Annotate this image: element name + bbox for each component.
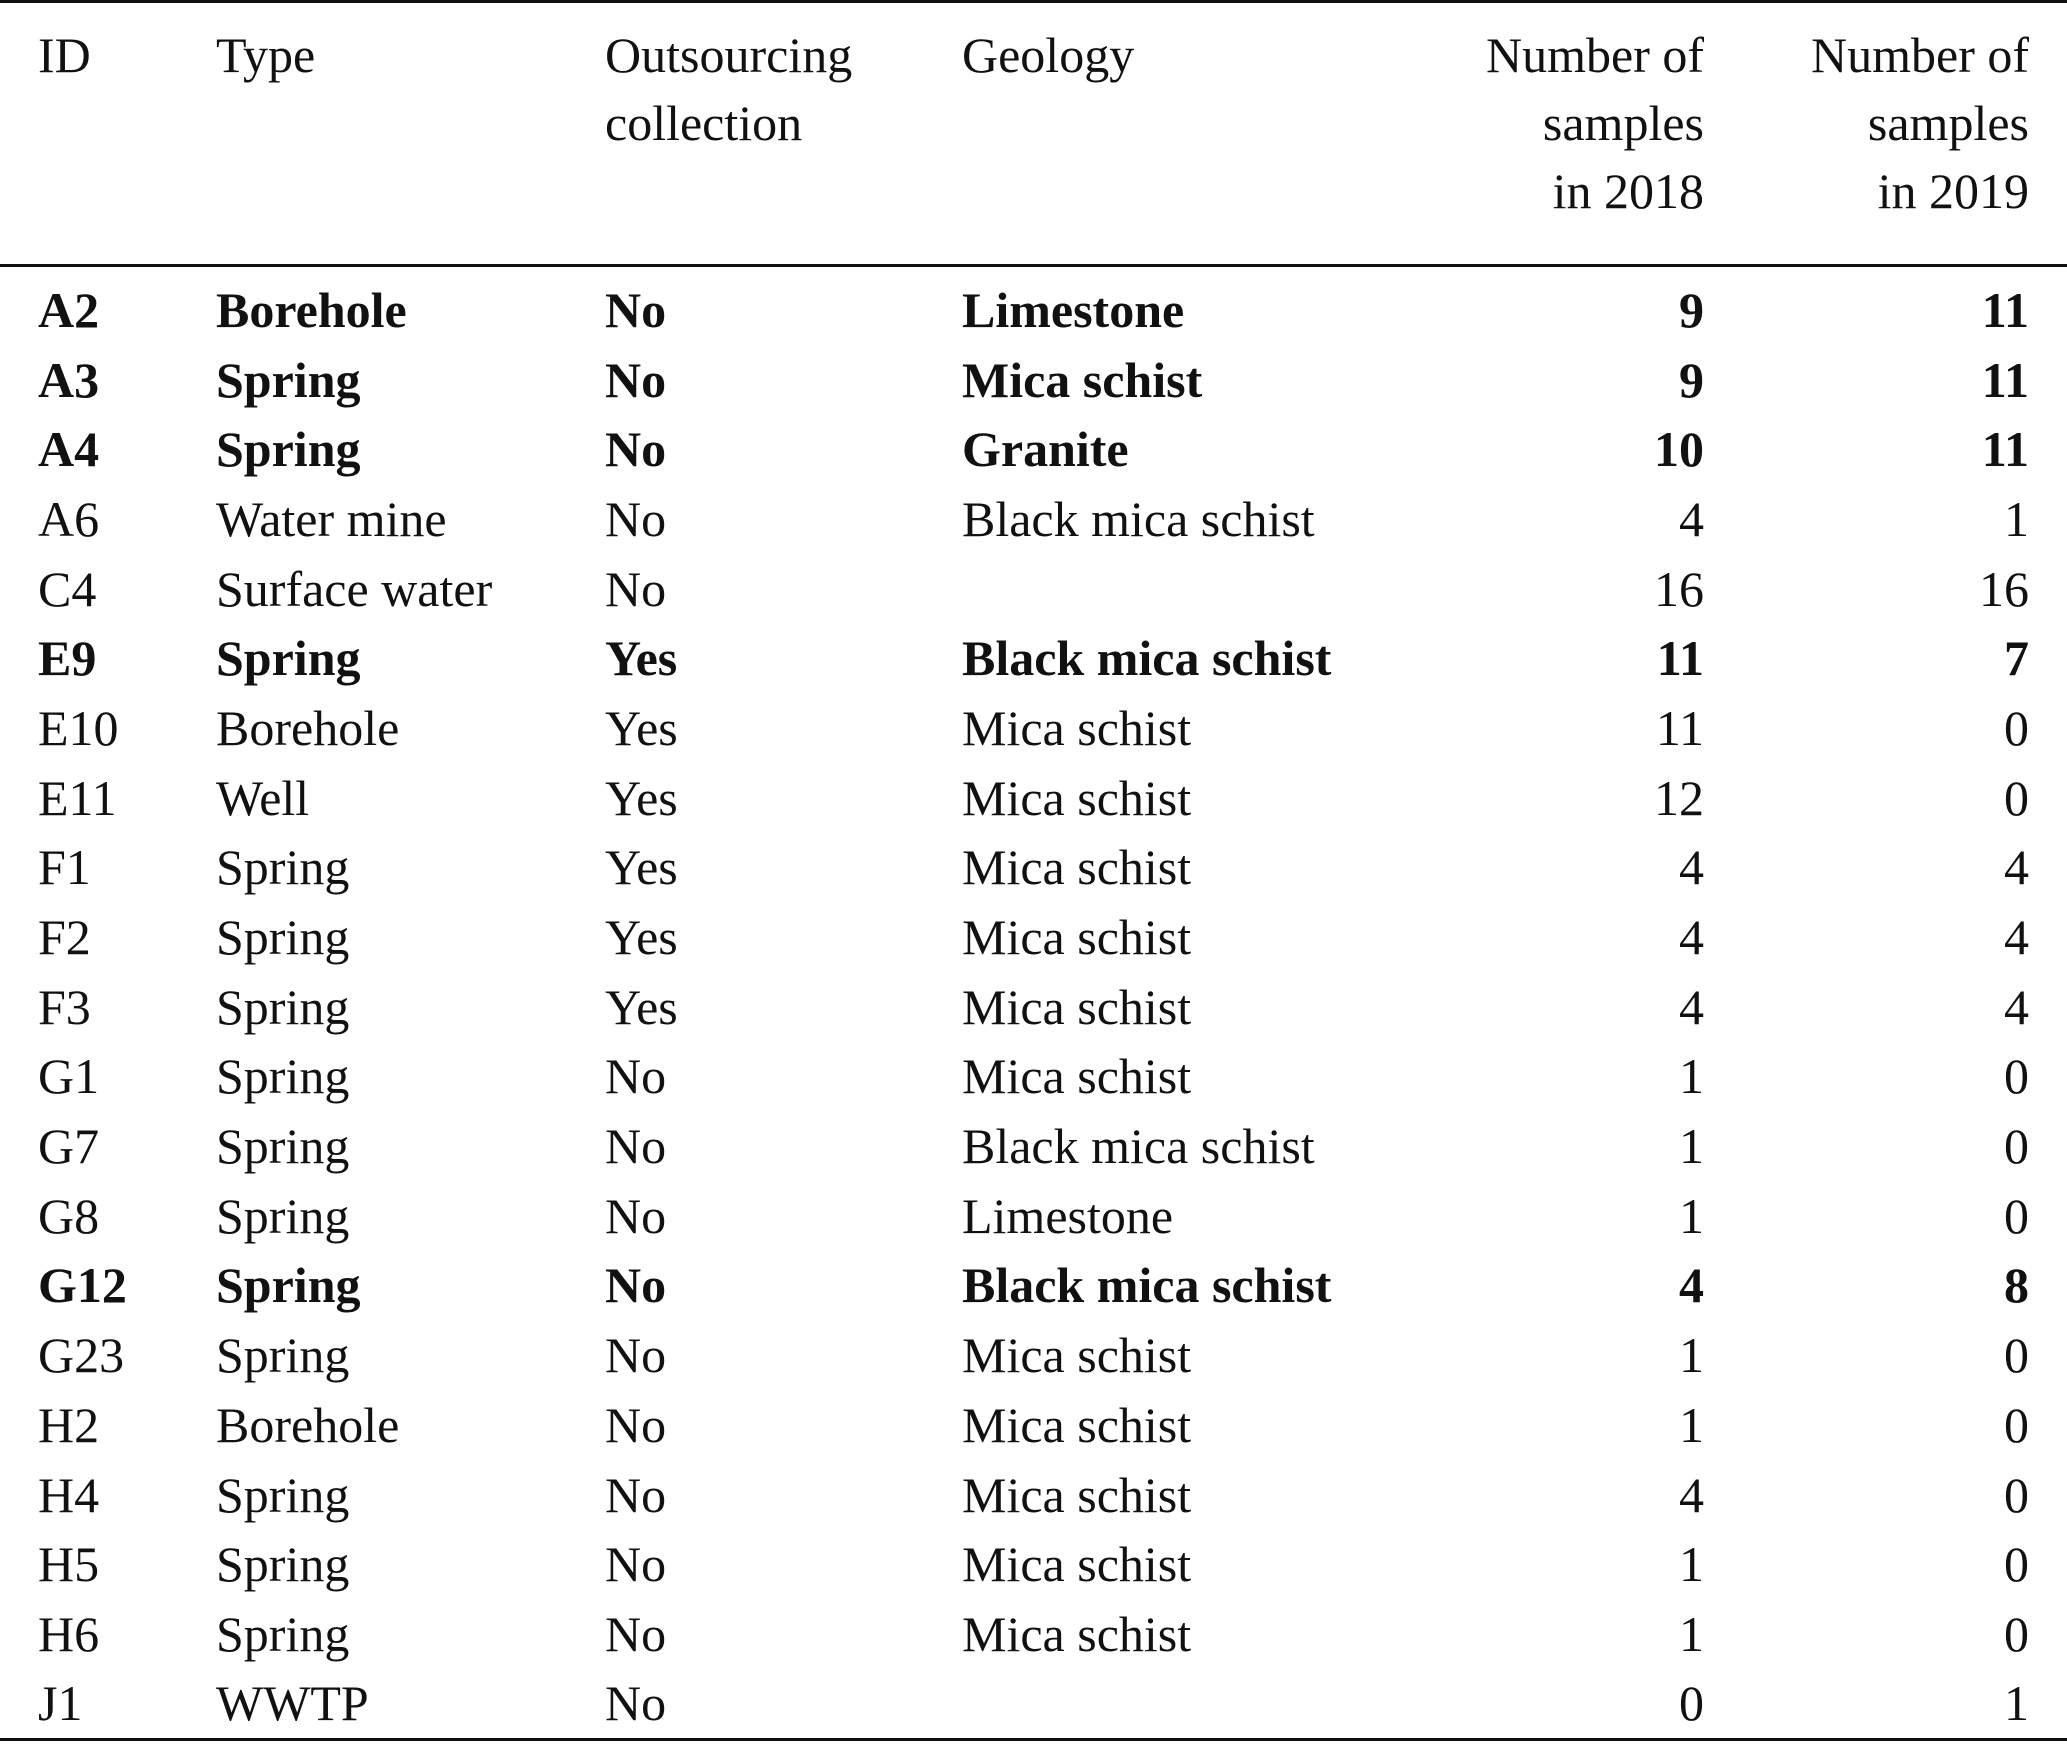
cell-geology: Mica schist (962, 978, 1192, 1035)
cell-samples-2019: 4 (2004, 909, 2029, 966)
cell-id: E10 (38, 699, 119, 756)
cell-samples-2018: 9 (1679, 351, 1704, 408)
cell-outsourcing: No (605, 1327, 667, 1384)
cell-samples-2018: 4 (1679, 490, 1704, 547)
table-row (0, 276, 2067, 346)
cell-outsourcing: Yes (605, 839, 678, 896)
cell-type: Spring (216, 839, 350, 896)
cell-type: Surface water (216, 560, 493, 617)
cell-samples-2019: 11 (1981, 351, 2029, 408)
cell-samples-2018: 10 (1654, 421, 1704, 478)
cell-type: Borehole (216, 699, 400, 756)
table-row (0, 1042, 2067, 1112)
cell-id: A6 (38, 490, 100, 547)
cell-geology (962, 554, 1478, 624)
cell-id: G12 (38, 1257, 127, 1314)
cell-type: Well (216, 769, 310, 826)
cell-samples-2019: 0 (2004, 1536, 2029, 1593)
cell-samples-2018: 1 (1679, 1118, 1704, 1175)
cell-samples-2018: 1 (1679, 1187, 1704, 1244)
cell-samples-2019: 11 (1981, 421, 2029, 478)
cell-outsourcing: No (605, 281, 667, 338)
cell-id: C4 (38, 560, 97, 617)
cell-type: Water mine (216, 490, 447, 547)
cell-id: A2 (38, 281, 100, 338)
cell-type: Spring (216, 1048, 350, 1105)
header-type: Type (216, 27, 316, 83)
cell-samples-2019: 4 (2004, 839, 2029, 896)
cell-type: Spring (216, 909, 350, 966)
table-row (0, 1112, 2067, 1182)
cell-geology: Limestone (962, 281, 1185, 338)
cell-samples-2019: 1 (2004, 490, 2029, 547)
cell-outsourcing: Yes (605, 978, 678, 1035)
table-row (0, 763, 2067, 833)
cell-outsourcing: No (605, 1466, 667, 1523)
cell-outsourcing: No (605, 351, 667, 408)
cell-samples-2019: 4 (2004, 978, 2029, 1035)
table-row (0, 1181, 2067, 1251)
table-row (0, 1321, 2067, 1391)
cell-samples-2018: 4 (1679, 1466, 1704, 1523)
cell-samples-2019: 0 (2004, 1187, 2029, 1244)
cell-outsourcing: No (605, 1396, 667, 1453)
cell-type: Spring (216, 1257, 361, 1314)
cell-id: H4 (38, 1466, 100, 1523)
header-outsourcing: Outsourcing collection (605, 27, 853, 151)
cell-geology: Mica schist (962, 909, 1192, 966)
cell-outsourcing: No (605, 1605, 667, 1662)
table-row (0, 554, 2067, 624)
cell-id: E9 (38, 630, 97, 687)
cell-id: A3 (38, 351, 100, 408)
cell-samples-2019: 8 (2004, 1257, 2029, 1314)
cell-type: Spring (216, 1118, 350, 1175)
cell-id: E11 (38, 769, 117, 826)
cell-id: G23 (38, 1327, 125, 1384)
cell-samples-2018: 4 (1679, 978, 1704, 1035)
cell-type: Spring (216, 1536, 350, 1593)
cell-outsourcing: No (605, 1536, 667, 1593)
table-header (0, 2, 2067, 266)
table-row (0, 1530, 2067, 1600)
cell-geology: Black mica schist (962, 630, 1332, 687)
cell-geology: Mica schist (962, 1327, 1192, 1384)
table-row (0, 1391, 2067, 1461)
cell-outsourcing: No (605, 1187, 667, 1244)
table-row (0, 833, 2067, 903)
cell-geology: Black mica schist (962, 1118, 1315, 1175)
table-row (0, 1251, 2067, 1321)
header-id: ID (38, 27, 91, 83)
cell-samples-2018: 4 (1679, 1257, 1704, 1314)
cell-id: G7 (38, 1118, 100, 1175)
cell-geology: Black mica schist (962, 490, 1315, 547)
cell-type: Spring (216, 1605, 350, 1662)
cell-samples-2018: 1 (1679, 1396, 1704, 1453)
cell-samples-2019: 7 (2004, 630, 2029, 687)
cell-samples-2019: 16 (1979, 560, 2029, 617)
cell-samples-2018: 11 (1655, 699, 1704, 756)
cell-outsourcing: No (605, 1257, 667, 1314)
cell-outsourcing: Yes (605, 630, 678, 687)
cell-samples-2019: 1 (2004, 1675, 2029, 1732)
table-row (0, 972, 2067, 1042)
cell-samples-2019: 0 (2004, 1396, 2029, 1453)
cell-samples-2018: 16 (1654, 560, 1704, 617)
cell-outsourcing: No (605, 490, 667, 547)
cell-geology (962, 1669, 1478, 1740)
cell-outsourcing: No (605, 421, 667, 478)
cell-samples-2019: 11 (1981, 281, 2029, 338)
cell-geology: Mica schist (962, 769, 1192, 826)
table-body (0, 266, 2067, 1740)
cell-samples-2018: 4 (1679, 839, 1704, 896)
cell-type: Spring (216, 1187, 350, 1244)
cell-type: Spring (216, 630, 361, 687)
cell-samples-2018: 0 (1679, 1675, 1704, 1732)
cell-id: H6 (38, 1605, 100, 1662)
cell-samples-2018: 9 (1679, 281, 1704, 338)
table-row (0, 1460, 2067, 1530)
cell-geology: Mica schist (962, 1605, 1192, 1662)
cell-samples-2018: 1 (1679, 1327, 1704, 1384)
cell-geology: Granite (962, 421, 1129, 478)
cell-type: Borehole (216, 1396, 400, 1453)
cell-outsourcing: No (605, 560, 667, 617)
cell-id: H2 (38, 1396, 100, 1453)
cell-samples-2018: 1 (1679, 1605, 1704, 1662)
table-row (0, 694, 2067, 764)
cell-samples-2018: 11 (1656, 630, 1704, 687)
cell-samples-2019: 0 (2004, 769, 2029, 826)
table-row (0, 903, 2067, 973)
cell-samples-2018: 1 (1679, 1536, 1704, 1593)
cell-samples-2018: 1 (1679, 1048, 1704, 1105)
cell-id: G8 (38, 1187, 100, 1244)
cell-samples-2019: 0 (2004, 1327, 2029, 1384)
cell-outsourcing: No (605, 1675, 667, 1732)
table-row (0, 1600, 2067, 1670)
cell-samples-2018: 4 (1679, 909, 1704, 966)
cell-samples-2019: 0 (2004, 1118, 2029, 1175)
cell-geology: Mica schist (962, 1048, 1192, 1105)
header-geology: Geology (962, 27, 1135, 83)
table-row (0, 345, 2067, 415)
cell-geology: Mica schist (962, 699, 1192, 756)
header-samples-2018: Number of samples in 2018 (1486, 27, 1704, 219)
cell-id: F1 (38, 839, 91, 896)
cell-outsourcing: No (605, 1048, 667, 1105)
cell-geology: Black mica schist (962, 1257, 1332, 1314)
cell-outsourcing: Yes (605, 769, 678, 826)
cell-geology: Mica schist (962, 1466, 1192, 1523)
table-row (0, 624, 2067, 694)
cell-id: G1 (38, 1048, 100, 1105)
table-row (0, 485, 2067, 555)
cell-type: Borehole (216, 281, 407, 338)
cell-type: Spring (216, 978, 350, 1035)
cell-type: Spring (216, 351, 361, 408)
cell-id: A4 (38, 421, 100, 478)
header-samples-2019: Number of samples in 2019 (1811, 27, 2029, 219)
cell-outsourcing: Yes (605, 699, 678, 756)
cell-samples-2018: 12 (1654, 769, 1704, 826)
cell-samples-2019: 0 (2004, 1605, 2029, 1662)
cell-geology: Mica schist (962, 1396, 1192, 1453)
cell-outsourcing: Yes (605, 909, 678, 966)
header-row (0, 2, 2067, 266)
cell-type: Spring (216, 1327, 350, 1384)
cell-geology: Limestone (962, 1187, 1174, 1244)
cell-id: F2 (38, 909, 91, 966)
cell-type: WWTP (216, 1675, 369, 1732)
cell-samples-2019: 0 (2004, 1466, 2029, 1523)
cell-type: Spring (216, 421, 361, 478)
table-row (0, 415, 2067, 485)
cell-id: F3 (38, 978, 91, 1035)
cell-geology: Mica schist (962, 351, 1203, 408)
cell-id: H5 (38, 1536, 100, 1593)
cell-outsourcing: No (605, 1118, 667, 1175)
cell-type: Spring (216, 1466, 350, 1523)
cell-geology: Mica schist (962, 839, 1192, 896)
table-row (0, 1669, 2067, 1740)
spacer-row (0, 266, 2067, 276)
cell-id: J1 (38, 1675, 83, 1732)
cell-samples-2019: 0 (2004, 699, 2029, 756)
cell-geology: Mica schist (962, 1536, 1192, 1593)
cell-samples-2019: 0 (2004, 1048, 2029, 1105)
